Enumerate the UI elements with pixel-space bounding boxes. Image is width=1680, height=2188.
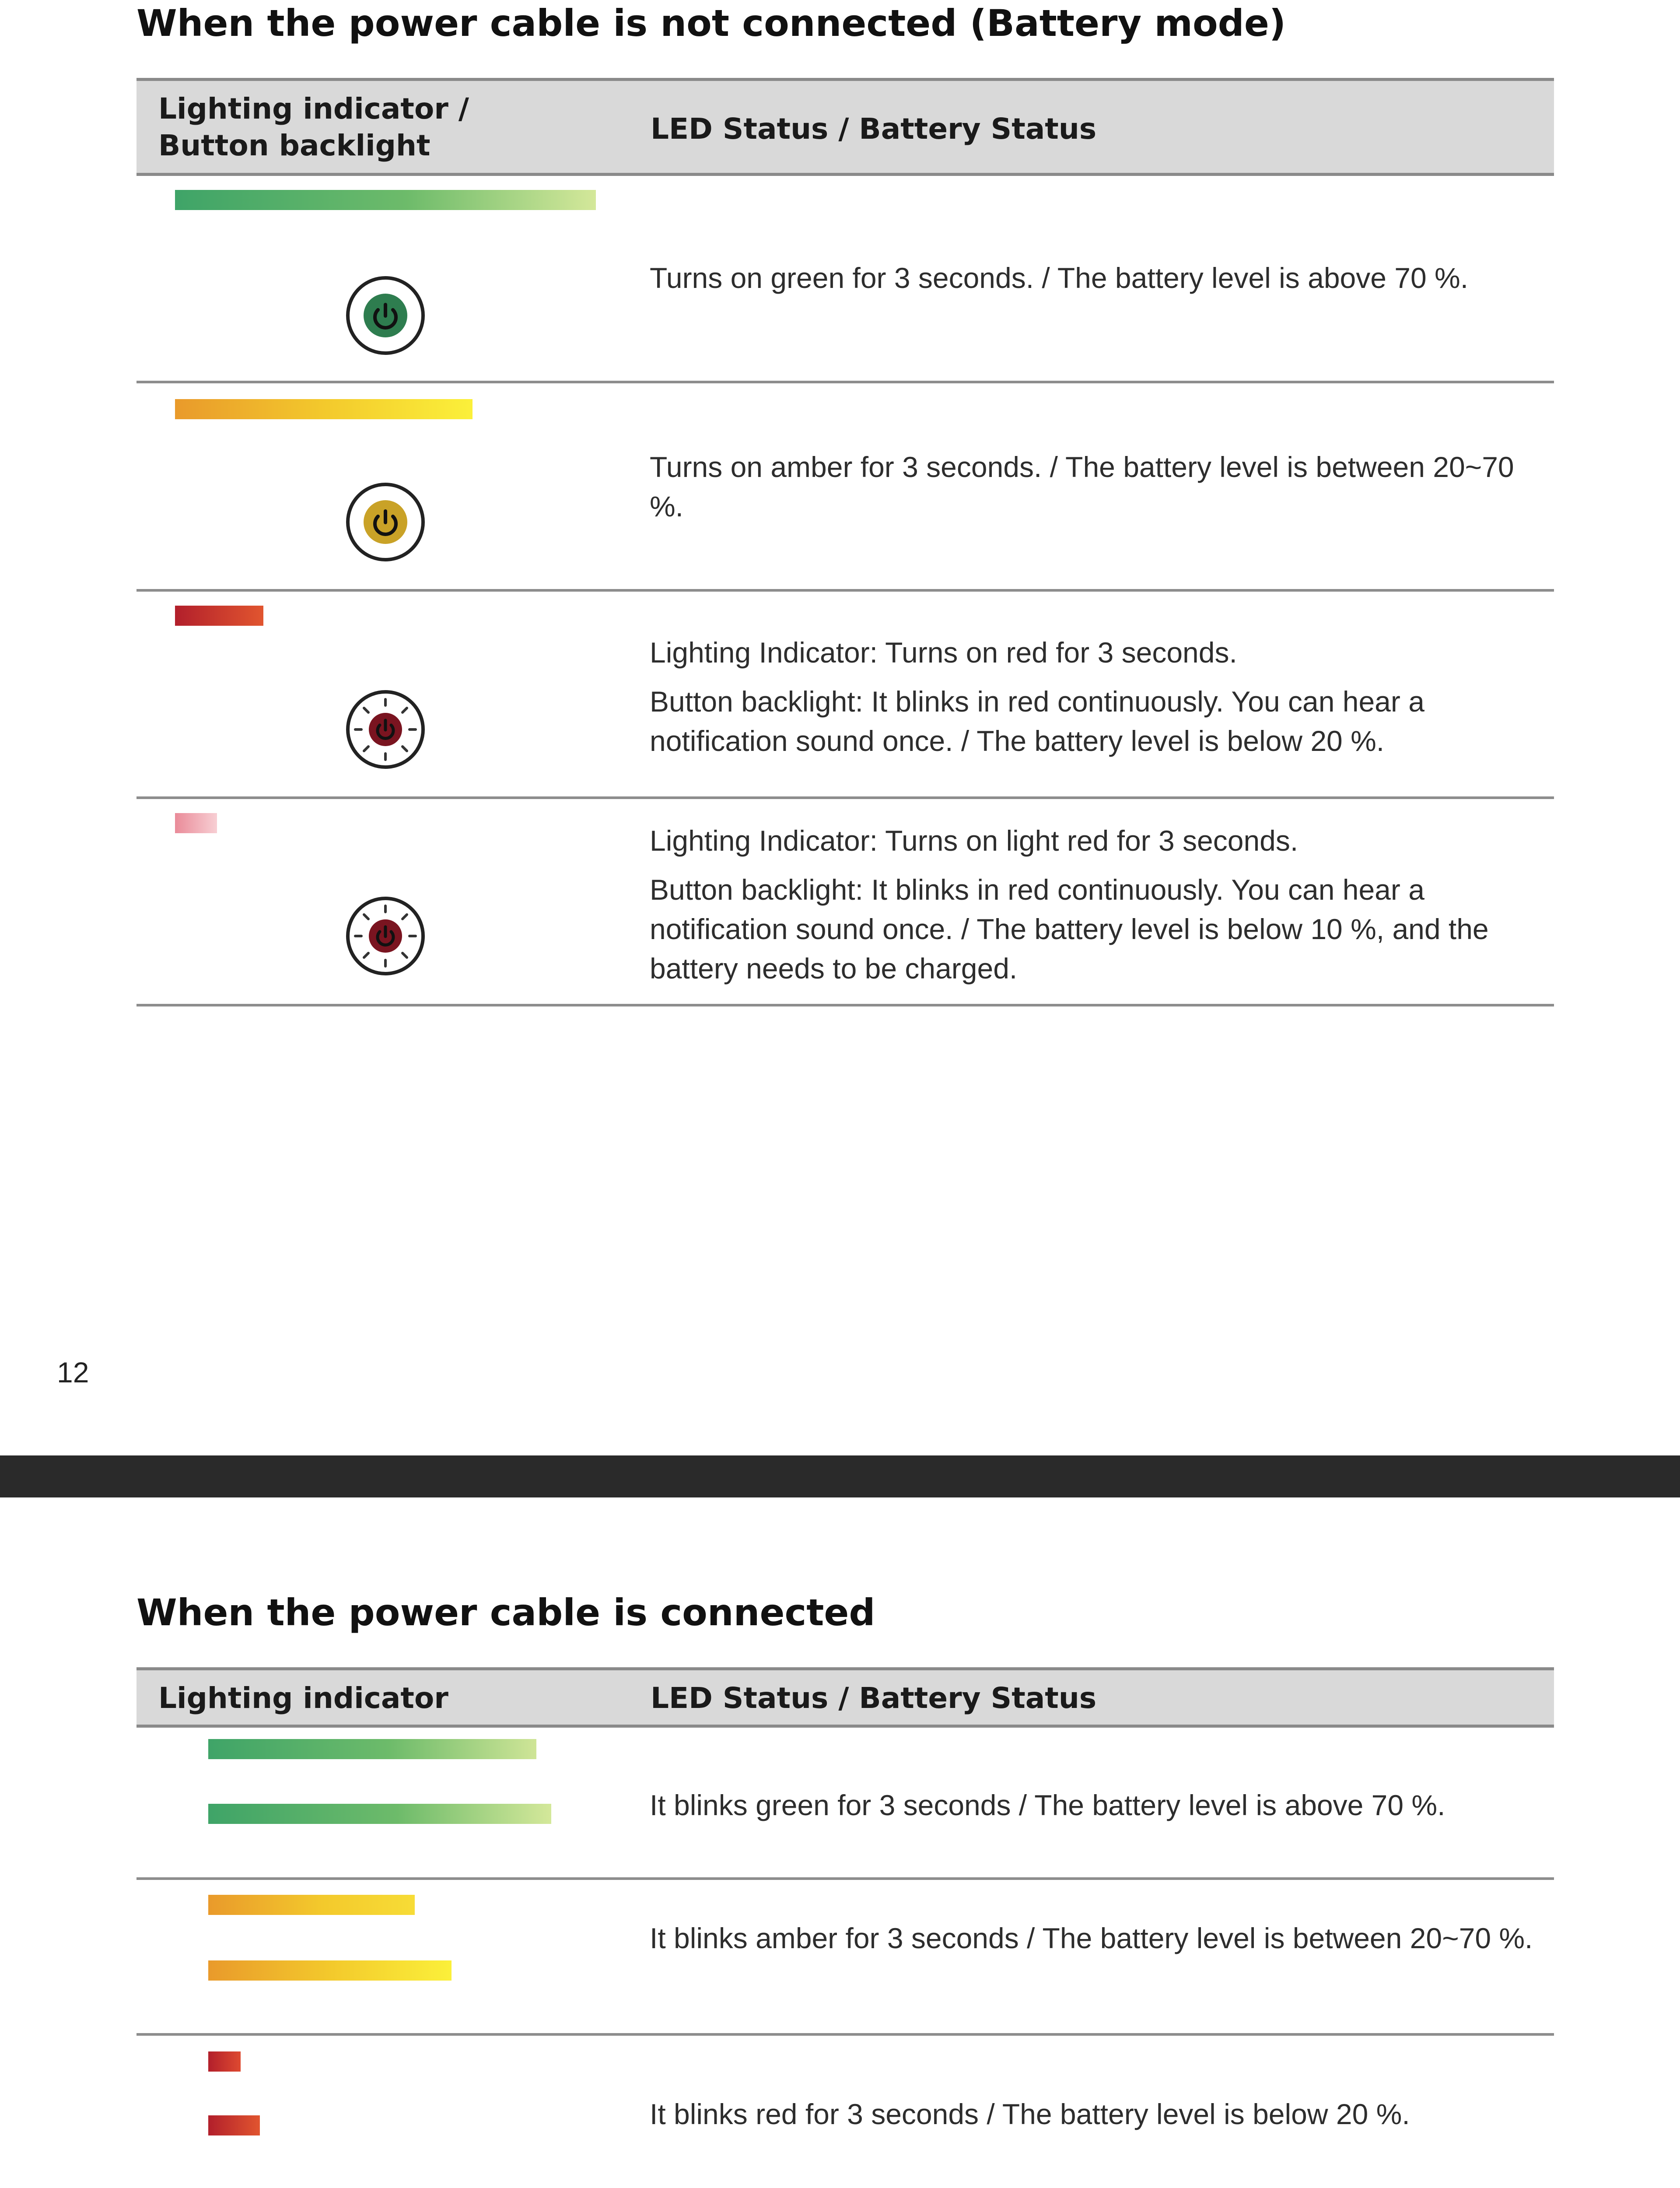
battery-row3-desc (650, 633, 1542, 761)
header-led-status: LED Status / Battery Status (651, 1681, 1097, 1715)
row-divider (136, 1004, 1554, 1006)
page-break-band (0, 1455, 1680, 1497)
header-lighting: Lighting indicator (158, 1681, 448, 1715)
light-red-indicator-bar (175, 813, 217, 833)
page-number: 12 (57, 1356, 89, 1389)
connected-row2-desc: It blinks amber for 3 seconds / The battery level is between 20~70 %. (650, 1922, 1533, 1954)
red-indicator-bar (175, 606, 263, 626)
power-button-icon (344, 480, 427, 564)
battery-row3-line2: Button backlight: It blinks in red continuously. You can hear a notification sound once. / The battery level is below 20 %. (650, 685, 1424, 757)
row-divider (136, 381, 1554, 383)
green-indicator-bar (208, 1804, 551, 1824)
red-indicator-bar (208, 2115, 260, 2135)
amber-indicator-bar (208, 1895, 415, 1915)
row-divider (136, 589, 1554, 592)
header-led-status: LED Status / Battery Status (651, 112, 1097, 146)
header-lighting-backlight: Lighting indicator / Button backlight (158, 92, 469, 162)
battery-row4-line1: Lighting Indicator: Turns on light red for 3 seconds. (650, 824, 1298, 857)
connected-row3-desc: It blinks red for 3 seconds / The battery level is below 20 %. (650, 2098, 1410, 2130)
power-button-icon (344, 894, 427, 978)
red-indicator-bar (208, 2051, 241, 2072)
battery-table-header (136, 78, 1554, 176)
battery-row4-line2: Button backlight: It blinks in red continuously. You can hear a notification sound once. / The battery level is below 10 %, and the battery needs to be charged. (650, 873, 1489, 985)
green-indicator-bar (208, 1739, 536, 1759)
connected-section-title: When the power cable is connected (136, 1591, 875, 1634)
battery-row2-desc: Turns on amber for 3 seconds. / The battery level is between 20~70 %. (650, 451, 1514, 522)
amber-indicator-bar (175, 399, 472, 419)
battery-section-title: When the power cable is not connected (Battery mode) (136, 2, 1286, 45)
battery-row4-desc (650, 821, 1542, 988)
row-divider (136, 1877, 1554, 1880)
row-divider (136, 2033, 1554, 2036)
connected-table-header (136, 1667, 1554, 1728)
power-button-icon (344, 688, 427, 771)
power-button-icon (344, 274, 427, 357)
amber-indicator-bar (208, 1960, 452, 1981)
row-divider (136, 796, 1554, 799)
battery-row1-desc: Turns on green for 3 seconds. / The battery level is above 70 %. (650, 262, 1469, 294)
battery-row3-line1: Lighting Indicator: Turns on red for 3 seconds. (650, 636, 1237, 669)
connected-row1-desc: It blinks green for 3 seconds / The battery level is above 70 %. (650, 1789, 1446, 1821)
green-indicator-bar (175, 190, 596, 210)
